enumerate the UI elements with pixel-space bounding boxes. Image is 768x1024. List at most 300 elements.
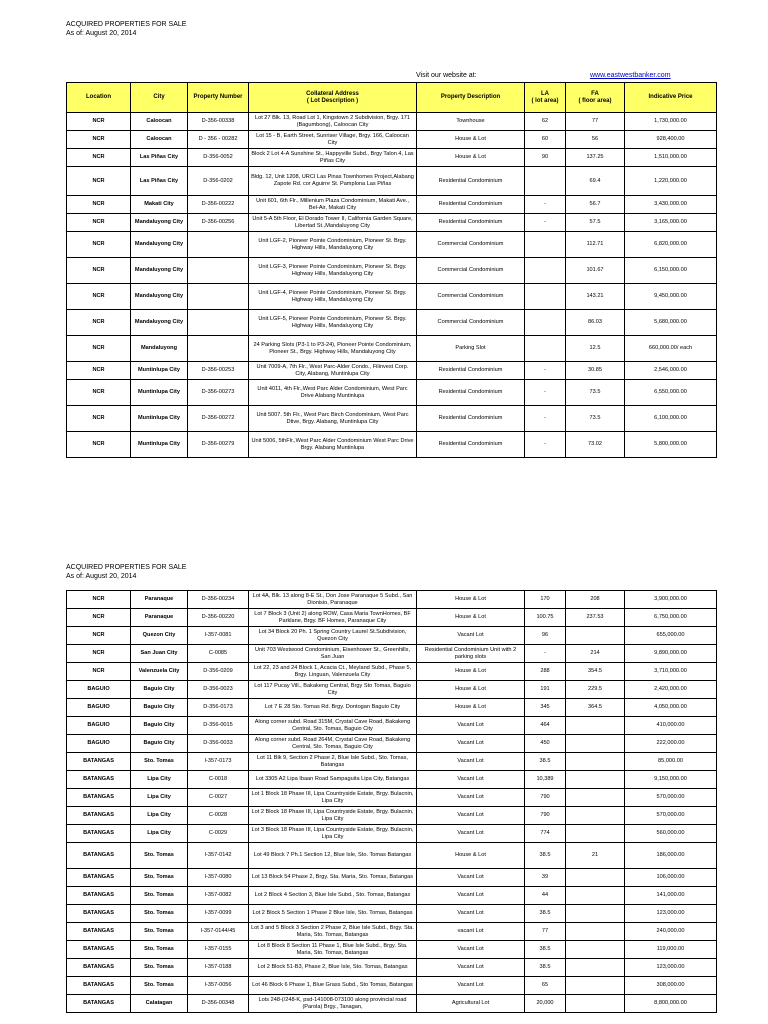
cell-city: Mandaluyong City [131, 232, 188, 258]
cell-address: Unit LGF-3, Pioneer Pointe Condominium, Pioneer St. Brgy. Highway Hills, Mandaluyong City [249, 258, 417, 284]
cell-address: Lot 15 - B, Earth Street, Sunriser Village, Brgy. 166, Caloocan City [249, 131, 417, 149]
cell-city: Lipa City [131, 789, 188, 807]
cell-fa [566, 941, 625, 959]
cell-description: Residential Condominium [417, 406, 525, 432]
cell-description: House & Lot [417, 663, 525, 681]
cell-address: Unit 601, 6th Flr., Millenium Plaza Condominium, Makati Ave., Bel-Air, Makati City [249, 196, 417, 214]
cell-price: 570,000.00 [625, 789, 717, 807]
cell-city: Sto. Tomas [131, 753, 188, 771]
cell-fa: 12.5 [566, 336, 625, 362]
cell-description: Residential Condominium [417, 167, 525, 196]
header-fa [566, 83, 625, 113]
cell-city: Sto. Tomas [131, 887, 188, 905]
cell-address: Unit 7009-A, 7th Flr., West Parc-Alder Condo., Filinvest Corp. City, Alabang, Muntinlupa City [249, 362, 417, 380]
cell-price: 9,890,000.00 [625, 645, 717, 663]
header-collateral-address-sub: ( Lot Description ) [306, 97, 359, 104]
document-date: As of: August 20, 2014 [66, 573, 137, 580]
cell-property-number: C-0029 [188, 825, 249, 843]
header-location: Location [67, 83, 131, 113]
cell-property-number: D-356-0209 [188, 663, 249, 681]
cell-la: 39 [525, 869, 566, 887]
table-row [67, 645, 717, 663]
cell-city: Sto. Tomas [131, 923, 188, 941]
cell-description: Residential Condominium Unit with 2 parking slots [417, 645, 525, 663]
cell-description: Vacant Lot [417, 771, 525, 789]
cell-location: NCR [67, 591, 131, 609]
table-row [67, 941, 717, 959]
cell-fa: 73.02 [566, 432, 625, 458]
cell-city: Paranaque [131, 609, 188, 627]
table-header-row [67, 83, 717, 113]
cell-la: 170 [525, 591, 566, 609]
cell-fa [566, 995, 625, 1013]
table-row [67, 232, 717, 258]
cell-price: 2,420,000.00 [625, 681, 717, 699]
cell-fa: 77 [566, 113, 625, 131]
cell-price: 1,220,000.00 [625, 167, 717, 196]
cell-address: Lot 11 Blk 9, Section 2 Phase 2, Blue Isle Subd., Sto. Tomas, Batangas [249, 753, 417, 771]
table-row [67, 362, 717, 380]
cell-fa: 56.7 [566, 196, 625, 214]
table-row [67, 887, 717, 905]
cell-address: Unit LGF-5, Pioneer Pointe Condominium, Pioneer St. Brgy. Highway Hills, Mandaluyong City [249, 310, 417, 336]
cell-la: 10,389 [525, 771, 566, 789]
table-row [67, 131, 717, 149]
cell-price: 186,000.00 [625, 843, 717, 869]
cell-price: 85,000.00 [625, 753, 717, 771]
cell-fa [566, 923, 625, 941]
cell-description: Vacant Lot [417, 977, 525, 995]
cell-city: Makati City [131, 196, 188, 214]
table-row [67, 789, 717, 807]
cell-la: 96 [525, 627, 566, 645]
document-date: As of: August 20, 2014 [66, 30, 137, 37]
cell-city: Valenzuela City [131, 663, 188, 681]
cell-location: NCR [67, 336, 131, 362]
cell-property-number: D-356-00338 [188, 113, 249, 131]
table-row [67, 923, 717, 941]
cell-price: 308,000.00 [625, 977, 717, 995]
cell-fa: 21 [566, 843, 625, 869]
cell-city: Sto. Tomas [131, 843, 188, 869]
table-row [67, 627, 717, 645]
cell-location: BAGUIO [67, 735, 131, 753]
cell-location: BAGUIO [67, 699, 131, 717]
website-label: Visit our website at: [416, 72, 477, 79]
cell-price: 6,100,000.00 [625, 406, 717, 432]
cell-la: - [525, 645, 566, 663]
cell-city: Baguio City [131, 735, 188, 753]
table-row [67, 807, 717, 825]
cell-price: 6,150,000.00 [625, 258, 717, 284]
cell-price: 9,150,000.00 [625, 771, 717, 789]
cell-location: NCR [67, 432, 131, 458]
cell-address: Unit LGF-4, Pioneer Pointe Condominium, Pioneer St. Brgy. Highway Hills, Mandaluyong City [249, 284, 417, 310]
cell-property-number: C-0018 [188, 771, 249, 789]
cell-la: 38.5 [525, 959, 566, 977]
cell-location: NCR [67, 113, 131, 131]
cell-location: NCR [67, 627, 131, 645]
table-row [67, 681, 717, 699]
cell-fa: 354.5 [566, 663, 625, 681]
cell-la: 38.5 [525, 905, 566, 923]
cell-fa [566, 627, 625, 645]
table-row [67, 905, 717, 923]
cell-location: BATANGAS [67, 771, 131, 789]
cell-la [525, 232, 566, 258]
cell-property-number [188, 336, 249, 362]
cell-property-number: I-357-0082 [188, 887, 249, 905]
cell-city: Calatagan [131, 995, 188, 1013]
cell-fa [566, 789, 625, 807]
cell-description: House & Lot [417, 843, 525, 869]
cell-city: Sto. Tomas [131, 977, 188, 995]
cell-property-number: D-356-00253 [188, 362, 249, 380]
properties-table-1 [66, 82, 717, 458]
table-row [67, 753, 717, 771]
cell-price: 6,550,000.00 [625, 380, 717, 406]
cell-location: BATANGAS [67, 905, 131, 923]
cell-property-number [188, 258, 249, 284]
header-property-description: Property Description [417, 83, 525, 113]
table-row [67, 310, 717, 336]
cell-location: BATANGAS [67, 995, 131, 1013]
cell-property-number: I-357-0188 [188, 959, 249, 977]
table-row [67, 771, 717, 789]
cell-location: BATANGAS [67, 887, 131, 905]
cell-property-number: D-356-0023 [188, 681, 249, 699]
table-row [67, 825, 717, 843]
cell-city: Las Piñas City [131, 149, 188, 167]
cell-price: 222,000.00 [625, 735, 717, 753]
header-la [525, 83, 566, 113]
table-row [67, 214, 717, 232]
header-city: City [131, 83, 188, 113]
cell-city: Mandaluyong City [131, 214, 188, 232]
cell-address: Lot 2 Block 4 Section 3, Blue Isle Subd., Sto. Tomas, Batangas [249, 887, 417, 905]
cell-price: 2,546,000.00 [625, 362, 717, 380]
cell-description: House & Lot [417, 681, 525, 699]
cell-city: Quezon City [131, 627, 188, 645]
cell-la: 38.5 [525, 941, 566, 959]
table-row [67, 432, 717, 458]
table-row [67, 336, 717, 362]
properties-table-2 [66, 590, 717, 1013]
cell-la: 65 [525, 977, 566, 995]
cell-fa: 86.03 [566, 310, 625, 336]
cell-la: 790 [525, 789, 566, 807]
cell-description: Vacant Lot [417, 905, 525, 923]
table-row [67, 149, 717, 167]
cell-la: - [525, 406, 566, 432]
cell-property-number: C-0085 [188, 645, 249, 663]
cell-city: Lipa City [131, 771, 188, 789]
cell-location: NCR [67, 362, 131, 380]
table-row [67, 406, 717, 432]
cell-fa: 237.53 [566, 609, 625, 627]
table-body-1 [67, 113, 717, 458]
cell-location: NCR [67, 258, 131, 284]
cell-property-number: C-0027 [188, 789, 249, 807]
cell-address: Lot 3305 A2 Lipa Ibaan Road Sampaguita Lipa City, Batangas [249, 771, 417, 789]
cell-location: NCR [67, 310, 131, 336]
cell-price: 3,900,000.00 [625, 591, 717, 609]
cell-fa: 30.85 [566, 362, 625, 380]
cell-la: 38.5 [525, 843, 566, 869]
cell-address: Unit 703 Westwood Condominium, Eisenhower St., Greenhills, San Juan [249, 645, 417, 663]
cell-address: Unit 4011, 4th Flr.,West Parc Alder Condominium, West Parc Drive Alabang Muntinlupa [249, 380, 417, 406]
cell-description: House & Lot [417, 131, 525, 149]
cell-location: NCR [67, 406, 131, 432]
cell-la [525, 167, 566, 196]
cell-price: 570,000.00 [625, 807, 717, 825]
cell-location: NCR [67, 214, 131, 232]
cell-la [525, 336, 566, 362]
cell-address: Along corner subd. Road 315M, Crystal Cave Road, Bakakeng Central, Sto. Tomas, Baguio City [249, 717, 417, 735]
cell-city: Sto. Tomas [131, 869, 188, 887]
cell-address: Block 2 Lot 4-A Sunshine St., Happyville Subd., Brgy Talon 4, Las Piñas City [249, 149, 417, 167]
cell-la: 77 [525, 923, 566, 941]
document-header-2 [66, 563, 186, 581]
cell-property-number: D-356-00234 [188, 591, 249, 609]
cell-description: Vacant Lot [417, 717, 525, 735]
cell-price: 106,000.00 [625, 869, 717, 887]
table-row [67, 380, 717, 406]
cell-property-number: I-357-0099 [188, 905, 249, 923]
cell-address: Lot 49 Block 7 Ph.1 Section 12, Blue Isle, Sto. Tomas Batangas [249, 843, 417, 869]
cell-price: 1,730,000.00 [625, 113, 717, 131]
website-link[interactable]: www.eastwestbanker.com [590, 72, 671, 79]
cell-address: Lot 4A, Blk. 13 along 8-E St., Don Jose Paranaque 5 Subd., San Dionisio, Paranaque [249, 591, 417, 609]
cell-fa: 143.21 [566, 284, 625, 310]
cell-la: - [525, 432, 566, 458]
cell-price: 3,430,000.00 [625, 196, 717, 214]
cell-description: Commercial Condominium [417, 258, 525, 284]
cell-city: Baguio City [131, 699, 188, 717]
cell-fa [566, 717, 625, 735]
cell-la: 90 [525, 149, 566, 167]
cell-city: Muntinlupa City [131, 432, 188, 458]
table-row [67, 258, 717, 284]
table-row [67, 959, 717, 977]
cell-location: NCR [67, 609, 131, 627]
cell-city: Muntinlupa City [131, 362, 188, 380]
cell-property-number: I-357-0144/45 [188, 923, 249, 941]
cell-address: Lot 8 Block 8 Section 11 Phase 1, Blue Isle Subd., Brgy. Sta. Maria, Sto. Tomas, Batangas [249, 941, 417, 959]
cell-property-number: D-356-00220 [188, 609, 249, 627]
cell-fa: 214 [566, 645, 625, 663]
cell-fa [566, 807, 625, 825]
cell-city: Baguio City [131, 717, 188, 735]
cell-address: 24 Parking Slots (P3-1 to P3-24), Pioneer Pointe Condominium, Pioneer St., Brgy. Highway Hills, Mandaluyong City [249, 336, 417, 362]
cell-description: House & Lot [417, 699, 525, 717]
cell-location: BATANGAS [67, 789, 131, 807]
cell-description: Parking Slot [417, 336, 525, 362]
cell-description: House & Lot [417, 609, 525, 627]
cell-price: 928,400.00 [625, 131, 717, 149]
cell-price: 8,800,000.00 [625, 995, 717, 1013]
cell-property-number: D-356-00279 [188, 432, 249, 458]
cell-city: Sto. Tomas [131, 905, 188, 923]
cell-city: Caloocan [131, 131, 188, 149]
cell-fa [566, 959, 625, 977]
cell-location: BAGUIO [67, 717, 131, 735]
table-row [67, 869, 717, 887]
cell-description: Commercial Condominium [417, 232, 525, 258]
cell-location: NCR [67, 284, 131, 310]
cell-location: BATANGAS [67, 959, 131, 977]
cell-location: BAGUIO [67, 681, 131, 699]
cell-price: 123,000.00 [625, 905, 717, 923]
cell-fa: 229.5 [566, 681, 625, 699]
cell-property-number [188, 310, 249, 336]
cell-location: BATANGAS [67, 923, 131, 941]
cell-price: 123,000.00 [625, 959, 717, 977]
cell-property-number [188, 284, 249, 310]
cell-city: Baguio City [131, 681, 188, 699]
cell-la: 60 [525, 131, 566, 149]
cell-location: BATANGAS [67, 869, 131, 887]
cell-location: NCR [67, 167, 131, 196]
cell-city: Paranaque [131, 591, 188, 609]
cell-description: Vacant Lot [417, 941, 525, 959]
cell-location: BATANGAS [67, 807, 131, 825]
header-fa-sub: ( floor area) [578, 97, 612, 104]
cell-fa [566, 905, 625, 923]
cell-city: Muntinlupa City [131, 406, 188, 432]
header-collateral-address [249, 83, 417, 113]
table-row [67, 609, 717, 627]
cell-property-number: D-356-00256 [188, 214, 249, 232]
cell-description: House & Lot [417, 149, 525, 167]
cell-fa: 73.5 [566, 406, 625, 432]
cell-location: NCR [67, 196, 131, 214]
cell-fa [566, 753, 625, 771]
cell-fa: 57.5 [566, 214, 625, 232]
cell-address: Lot 13 Block 54 Phase 2, Brgy. Sta. Maria, Sto. Tomas, Batangas [249, 869, 417, 887]
cell-fa: 56 [566, 131, 625, 149]
cell-city: Mandaluyong [131, 336, 188, 362]
document-title: ACQUIRED PROPERTIES FOR SALE [66, 564, 187, 571]
cell-address: Bldg. 12, Unit 1208, URCI Las Pinas Townhomes Project,Alabang Zapote Rd. cor Aguirre St. Pamplona Las Piñas [249, 167, 417, 196]
cell-address: Lot 22, 23 and 24 Block 1, Acacia Ct., Meyland Subd., Phase 5, Brgy. Linguan, Valenzuela City [249, 663, 417, 681]
cell-price: 240,000.00 [625, 923, 717, 941]
cell-description: Vacant Lot [417, 753, 525, 771]
cell-price: 4,050,000.00 [625, 699, 717, 717]
cell-property-number: D-356-00348 [188, 995, 249, 1013]
cell-property-number: D - 356 - 00282 [188, 131, 249, 149]
cell-property-number: D-356-0015 [188, 717, 249, 735]
cell-la: 38.5 [525, 753, 566, 771]
cell-la: 191 [525, 681, 566, 699]
table-body-2 [67, 591, 717, 1013]
cell-city: Lipa City [131, 825, 188, 843]
document-title: ACQUIRED PROPERTIES FOR SALE [66, 21, 187, 28]
cell-price: 119,000.00 [625, 941, 717, 959]
cell-address: Lot 2 Block 51-B3, Phase 2, Blue Isle, Sto. Tomas, Batangas [249, 959, 417, 977]
cell-address: Lot 7 E 28 Sto. Tomas Rd. Brgy. Dontogan Baguio City [249, 699, 417, 717]
cell-description: Vacant Lot [417, 825, 525, 843]
cell-price: 3,710,000.00 [625, 663, 717, 681]
table-row [67, 284, 717, 310]
cell-price: 410,000.00 [625, 717, 717, 735]
cell-address: Lot 46 Block 6 Phase 1, Blue Grass Subd., Sto Tomas, Batangas [249, 977, 417, 995]
cell-price: 3,165,000.00 [625, 214, 717, 232]
table-row [67, 995, 717, 1013]
cell-description: Vacant Lot [417, 789, 525, 807]
cell-description: Townhouse [417, 113, 525, 131]
cell-address: Lot 27 Blk. 13, Road Lot 1, Kingstown 2 Subdivision, Brgy. 171 (Bagumbong), Caloocan City [249, 113, 417, 131]
cell-address: Lots 248-(/248-K, psd-141008-073100 along provincial road (Parola) Brgy., Tanagan, [249, 995, 417, 1013]
cell-la: 20,000 [525, 995, 566, 1013]
cell-city: Sto. Tomas [131, 941, 188, 959]
cell-address: Unit 5-A 5th Floor, El Dorado Tower II, California Garden Square, Libertad St.,Mandaluyong City [249, 214, 417, 232]
cell-fa: 69.4 [566, 167, 625, 196]
cell-city: Lipa City [131, 807, 188, 825]
cell-property-number: D-356-0052 [188, 149, 249, 167]
cell-description: Residential Condominium [417, 362, 525, 380]
cell-address: Lot 3 Block 18 Phase III, Lipa Countryside Estate, Brgy. Bulacnin, Lipa City [249, 825, 417, 843]
cell-la: 100.75 [525, 609, 566, 627]
cell-location: BATANGAS [67, 825, 131, 843]
cell-fa [566, 869, 625, 887]
cell-price: 560,000.00 [625, 825, 717, 843]
cell-la: 44 [525, 887, 566, 905]
cell-la: 62 [525, 113, 566, 131]
table-row [67, 843, 717, 869]
table-row [67, 717, 717, 735]
cell-location: BATANGAS [67, 977, 131, 995]
cell-fa [566, 735, 625, 753]
cell-price: 9,450,000.00 [625, 284, 717, 310]
cell-fa: 208 [566, 591, 625, 609]
table-row [67, 977, 717, 995]
cell-fa: 73.5 [566, 380, 625, 406]
cell-la: 790 [525, 807, 566, 825]
header-fa-title: FA [591, 90, 599, 97]
table-row [67, 113, 717, 131]
cell-city: San Juan City [131, 645, 188, 663]
cell-la: - [525, 380, 566, 406]
cell-address: Unit LGF-2, Pioneer Pointe Condominium, Pioneer St. Brgy. Highway Hills, Mandaluyong City [249, 232, 417, 258]
cell-fa: 137.25 [566, 149, 625, 167]
cell-description: Residential Condominium [417, 214, 525, 232]
cell-location: NCR [67, 232, 131, 258]
header-indicative-price: Indicative Price [625, 83, 717, 113]
cell-address: Lot 34 Block 20 Ph. 1 Spring Country Laurel St.Subdivision, Quezon City [249, 627, 417, 645]
header-collateral-address-title: Collateral Address [306, 90, 359, 97]
cell-property-number: C-0028 [188, 807, 249, 825]
cell-property-number: I-357-0142 [188, 843, 249, 869]
cell-location: NCR [67, 663, 131, 681]
cell-fa [566, 771, 625, 789]
cell-location: BATANGAS [67, 843, 131, 869]
table-row [67, 699, 717, 717]
cell-la: 774 [525, 825, 566, 843]
cell-address: Along corner subd. Road 264M, Crystal Cave Road, Bakakeng Central, Sto. Tomas, Baguio City [249, 735, 417, 753]
table-row [67, 167, 717, 196]
cell-la: - [525, 362, 566, 380]
cell-la [525, 258, 566, 284]
cell-property-number: D-356-0173 [188, 699, 249, 717]
cell-property-number: D-356-00222 [188, 196, 249, 214]
cell-property-number: I-357-0056 [188, 977, 249, 995]
cell-price: 6,820,000.00 [625, 232, 717, 258]
cell-description: Vacant Lot [417, 887, 525, 905]
cell-city: Mandaluyong City [131, 258, 188, 284]
cell-property-number: I-357-0173 [188, 753, 249, 771]
cell-price: 1,510,000.00 [625, 149, 717, 167]
